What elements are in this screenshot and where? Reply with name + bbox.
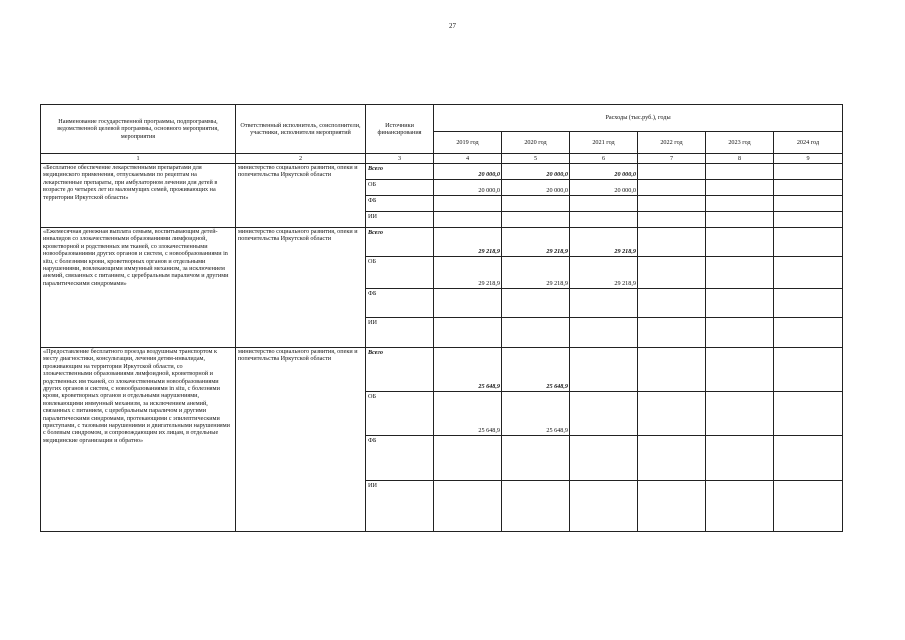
funding-source: Всего: [366, 164, 434, 180]
expense-value: [434, 196, 502, 212]
table-row: [41, 228, 843, 257]
expense-value: [570, 481, 638, 532]
expense-value: [774, 164, 843, 180]
funding-source: ИИ: [366, 318, 434, 348]
expense-value: [570, 212, 638, 228]
funding-source: Всего: [366, 348, 434, 392]
table-row: [41, 164, 843, 180]
executor: министерство социального развития, опеки и попечительства Иркутской области: [236, 164, 366, 228]
funding-source: ИИ: [366, 481, 434, 532]
expense-value: [638, 392, 706, 436]
expense-value: [706, 392, 774, 436]
column-number: 2: [236, 154, 366, 164]
expense-value: 29 218,9: [502, 228, 570, 257]
expense-value: [706, 196, 774, 212]
expense-value: [706, 289, 774, 318]
expense-value: [570, 289, 638, 318]
expense-value: [434, 318, 502, 348]
funding-source: ФБ: [366, 436, 434, 481]
funding-source: ФБ: [366, 289, 434, 318]
header-year: 2023 год: [706, 132, 774, 154]
expense-value: [774, 180, 843, 196]
expense-value: [706, 348, 774, 392]
expense-value: [502, 196, 570, 212]
header-executor: Ответственный исполнитель, соисполнители, участники, исполнители мероприятий: [236, 105, 366, 154]
column-number: 8: [706, 154, 774, 164]
executor: министерство социального развития, опеки и попечительства Иркутской области: [236, 348, 366, 532]
expense-value: [502, 481, 570, 532]
expense-value: [638, 348, 706, 392]
table-body: [41, 164, 843, 532]
expense-value: 25 648,9: [434, 392, 502, 436]
expense-value: 25 648,9: [502, 392, 570, 436]
header-sources: Источники финансирования: [366, 105, 434, 154]
expense-value: [638, 436, 706, 481]
activity-name: «Предоставление бесплатного проезда воздушным транспортом к месту диагностики, консультации, лечения детям-инвалидам, проживающим на территории Иркутской области, со злокачественными образованиями лимфоидной, кроветворной и родственных им тканей, со злокачественными новообразованиями других органов и систем, с новообразованиями in situ, с болезнями крови, кроветворных органов и отдельными нарушениями, вовлекающими иммунный механизм, за исключением анемий, связанных с питанием, с церебральным параличом и другими паралитическими синдромами, протекающими с эпилептическими приступами, с тазовыми нарушениями и двигательными нарушениями с болевым синдромом, и сопровождающим их лицам, в отдельные медицинские организации и обратно»: [41, 348, 236, 532]
expense-value: [502, 289, 570, 318]
expense-value: [774, 212, 843, 228]
executor: министерство социального развития, опеки и попечительства Иркутской области: [236, 228, 366, 348]
expense-value: [570, 392, 638, 436]
header-year: 2019 год: [434, 132, 502, 154]
expense-value: [638, 212, 706, 228]
expense-value: 20 000,0: [502, 164, 570, 180]
expense-value: [706, 436, 774, 481]
header-year: 2024 год: [774, 132, 843, 154]
expense-value: [706, 180, 774, 196]
header-year: 2020 год: [502, 132, 570, 154]
expense-value: 20 000,0: [434, 164, 502, 180]
expense-value: [638, 481, 706, 532]
funding-source: ОБ: [366, 257, 434, 289]
expense-value: [638, 196, 706, 212]
column-number: 7: [638, 154, 706, 164]
expenses-table: [40, 104, 843, 532]
expense-value: 29 218,9: [434, 257, 502, 289]
expense-value: [502, 318, 570, 348]
expense-value: [774, 392, 843, 436]
expense-value: [774, 257, 843, 289]
expense-value: 20 000,0: [434, 180, 502, 196]
funding-source: ОБ: [366, 392, 434, 436]
table-header: [41, 105, 843, 164]
expense-value: [434, 212, 502, 228]
expense-value: [570, 318, 638, 348]
expense-value: [774, 348, 843, 392]
expense-value: 20 000,0: [570, 180, 638, 196]
expense-value: 20 000,0: [502, 180, 570, 196]
activity-name: «Бесплатное обеспечение лекарственными препаратами для медицинского применения, отпускаемыми по рецептам на лекарственные препараты, при амбулаторном лечении для детей в возрасте до четырех лет из малоимущих семей, проживающих на территории Иркутской области»: [41, 164, 236, 228]
expense-value: [434, 289, 502, 318]
expense-value: [638, 257, 706, 289]
expense-value: [638, 180, 706, 196]
funding-source: ОБ: [366, 180, 434, 196]
header-year: 2022 год: [638, 132, 706, 154]
expense-value: [706, 212, 774, 228]
expense-value: 29 218,9: [570, 257, 638, 289]
expense-value: [502, 436, 570, 481]
column-number: 4: [434, 154, 502, 164]
column-number: 1: [41, 154, 236, 164]
expense-value: 25 648,9: [434, 348, 502, 392]
expense-value: [570, 196, 638, 212]
expense-value: [774, 228, 843, 257]
table-row: [41, 348, 843, 392]
expense-value: [774, 436, 843, 481]
expense-value: [774, 318, 843, 348]
funding-source: ФБ: [366, 196, 434, 212]
expense-value: 29 218,9: [502, 257, 570, 289]
page-number: 27: [449, 22, 456, 30]
expense-value: 20 000,0: [570, 164, 638, 180]
expense-value: 29 218,9: [434, 228, 502, 257]
header-expenses: Расходы (тыс.руб.), годы: [434, 105, 843, 132]
expense-value: [706, 318, 774, 348]
funding-source: Всего: [366, 228, 434, 257]
column-number: 9: [774, 154, 843, 164]
expense-value: [774, 481, 843, 532]
expense-value: [774, 196, 843, 212]
expense-value: [706, 257, 774, 289]
funding-source: ИИ: [366, 212, 434, 228]
expense-value: [434, 481, 502, 532]
expense-value: [638, 289, 706, 318]
header-year: 2021 год: [570, 132, 638, 154]
column-number: 5: [502, 154, 570, 164]
expense-value: [638, 318, 706, 348]
header-name: Наименование государственной программы, подпрограммы, ведомственной целевой программы, основного мероприятия, мероприятия: [41, 105, 236, 154]
expense-value: [706, 228, 774, 257]
expense-value: 25 648,9: [502, 348, 570, 392]
expense-value: [706, 164, 774, 180]
expense-value: [774, 289, 843, 318]
expense-value: [638, 164, 706, 180]
expense-value: [706, 481, 774, 532]
expense-value: 29 218,9: [570, 228, 638, 257]
column-number: 3: [366, 154, 434, 164]
expense-value: [502, 212, 570, 228]
expense-value: [434, 436, 502, 481]
column-number: 6: [570, 154, 638, 164]
activity-name: «Ежемесячная денежная выплата семьям, воспитывающим детей-инвалидов со злокачественными образованиями лимфоидной, кроветворной и родственных им тканей, со злокачественными новообразованиями других органов и систем, с новообразованиями in situ, с болезнями крови, кроветворных органов и отдельными нарушениями, вовлекающими иммунный механизм, за исключением анемий, связанных с питанием, с церебральным параличом и другими паралитическими синдромами»: [41, 228, 236, 348]
expense-value: [570, 436, 638, 481]
expense-value: [570, 348, 638, 392]
expense-value: [638, 228, 706, 257]
